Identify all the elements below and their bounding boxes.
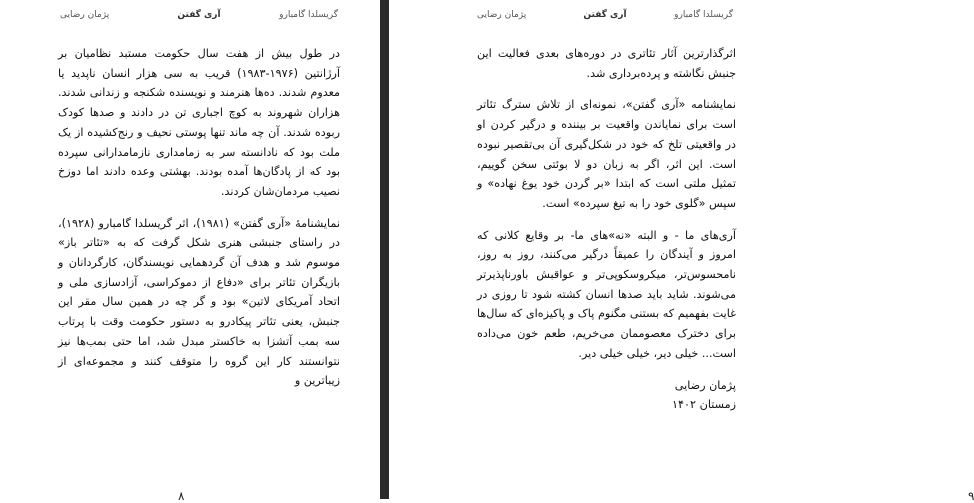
header-translator: پژمان رضایی	[477, 10, 527, 20]
header-author: گریسلدا گامبارو	[674, 10, 733, 20]
signature-name: پژمان رضایی	[674, 378, 736, 392]
signature-date: زمستان ۱۴۰۲	[672, 398, 736, 412]
right-page	[392, 0, 974, 503]
left-page-body	[58, 44, 340, 391]
header-title: آری گفتن	[177, 10, 221, 20]
left-page	[0, 0, 378, 503]
right-paragraph-3: آری‌های ما - و البته «نه»های ما- بر وقایع کلانی که امروز و آیندگان را عمیقاً درگیر می‌کنند، روز به روز، نامحسوس‌تر، میکروسکوپی‌تر و عواقبش باورناپذیرتر می‌شوند. شاید باید صدها انسان کشته شود تا روزی در غایت بفهمیم که بستنی مگنوم پاک و پاکیزه‌ای که سال‌ها برای دخترک معصوممان می‌خریم، طعم خون می‌داده است... خیلی دیر، خیلی خیلی دیر.	[477, 228, 736, 360]
right-paragraph-1: اثرگذارترین آثار تئاتری در دوره‌های بعدی فعالیت این جنبش نگاشته و پرده‌برداری شد.	[477, 47, 736, 80]
left-paragraph-1: در طول بیش از هفت سال حکومت مستبد نظامیان بر آرژانتین (۱۹۷۶-۱۹۸۳) قریب به سی هزار انسان ناپدید یا معدوم شدند. ده‌ها هنرمند و نویسنده شکنجه و زندانی شدند. هزاران شهروند به کوچ اجباری تن در دادند و صدها کودک ربوده شدند. آن چه ماند تنها پوستی نحیف و رنج‌کشیده از یک ملت بود که نادانسته سر به زمامداری نازمامدارانی سپرده بود که از پادگان‌ها آمده بودند. بهشتی وعده دادند اما دوزخ نصیب مردمان‌شان کردند.	[58, 47, 341, 198]
header-translator: پژمان رضایی	[60, 10, 110, 20]
header-title: آری گفتن	[583, 10, 627, 20]
left-paragraph-2: نمایشنامهٔ «آری گفتن» (۱۹۸۱)، اثر گریسلدا گامبارو (۱۹۲۸)، در راستای جنبشی هنری شکل گرفت که به «تئاتر باز» موسوم شد و هدف آن گردهمایی نویسندگان، کارگردانان و بازیگران تئاتر برای «دفاع از دموکراسی، آزادسازی ملی و اتحاد آمریکای لاتین» بود و گر چه در همین سال مقر این جنبش، یعنی تئاتر پیکادرو به دستور حکومت وقت با پرتاب سه بمب آتشزا به خاکستر مبدل شد، اما حتی بمب‌ها نیز نتوانستند کار این گروه را متوقف کنند و مجموعه‌ای از زیباترین و	[58, 216, 340, 388]
right-paragraph-2: نمایشنامه «آری گفتن»، نمونه‌ای از تلاش سترگ تئاتر است برای نمایاندن واقعیت بر بیننده و درگیر کردن او در واقعیتی تلخ که خود در شکل‌گیری آن بی‌تقصیر نبوده است. این اثر، اگر به زبان دو لا بوئتی سخن گوییم، تمثیل ملتی است که ابتدا «بر گردن خود یوغ نهاده» و سپس «گلوی خود را به تیغ سپرده» است.	[477, 98, 736, 210]
left-page-number: ۸	[178, 489, 185, 503]
right-page-number: ۹	[968, 489, 974, 503]
book-spine-divider	[380, 0, 389, 499]
right-page-body	[477, 44, 736, 415]
right-running-header	[477, 10, 733, 26]
left-running-header	[60, 10, 338, 26]
header-author: گریسلدا گامبارو	[279, 10, 338, 20]
